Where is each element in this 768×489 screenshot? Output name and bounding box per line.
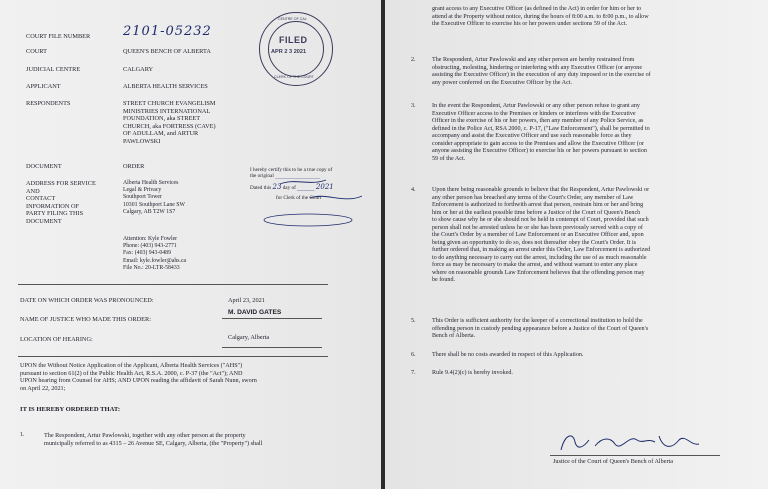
address-label-line: INFORMATION OF bbox=[26, 202, 80, 210]
contact-line: File No.: 20-LTR-58433 bbox=[123, 264, 180, 271]
respondents-line: CHURCH, aka FORTRESS (CAVE) bbox=[123, 122, 216, 130]
order-line: assisting the Executive Officer) in the execution of any duty imposed or in the exercise of bbox=[432, 72, 651, 78]
divider bbox=[18, 356, 328, 357]
order-line: Executive Officer access to the Premises or hinders or interferes with the Executive bbox=[432, 110, 636, 117]
item-number: 6. bbox=[411, 352, 416, 358]
respondents-label: RESPONDENTS bbox=[26, 100, 71, 107]
address-value bbox=[123, 180, 185, 216]
left-document-page bbox=[0, 0, 383, 489]
order-line: There shall be no costs awarded in respect of this Application. bbox=[432, 352, 584, 358]
order-line: Upon there being reasonable grounds to believe that the Respondent, Artur Pawlowski or bbox=[432, 187, 650, 193]
certify-scribble-icon bbox=[250, 170, 380, 240]
order-line: obstructing, molesting, hindering or interfering with any Executive Officer (or anyone bbox=[432, 64, 643, 71]
stamp-filed-text: FILED bbox=[279, 35, 308, 45]
preamble-line: on April 22, 2021; bbox=[20, 384, 66, 392]
continuation-paragraph bbox=[432, 6, 742, 29]
address-line: Calgary, AB T2W 1S7 bbox=[123, 208, 176, 215]
order-line: accompany and assist the Executive Officer and use such reasonable force as they bbox=[432, 133, 632, 139]
respondents-line: MINISTRIES INTERNATIONAL bbox=[123, 107, 211, 115]
signature-line bbox=[222, 318, 322, 319]
address-line: Alberta Health Services bbox=[123, 180, 179, 186]
contact-line: Phone: (403) 943-2771 bbox=[123, 243, 177, 250]
document-label: DOCUMENT bbox=[26, 163, 62, 170]
order-line: grant access to any Executive Officer (as defined in the Act) in order for him or her to bbox=[432, 6, 642, 12]
judicial-centre-label: JUDICIAL CENTRE bbox=[26, 66, 81, 73]
applicant-value: ALBERTA HEALTH SERVICES bbox=[123, 83, 208, 90]
order-line: Rule 9.4(2)(c) is hereby invoked. bbox=[432, 370, 513, 376]
court-label: COURT bbox=[26, 48, 47, 55]
certify-line: Dated this 23 day of _____ 2021 bbox=[250, 182, 334, 191]
address-label-line: ADDRESS FOR SERVICE bbox=[26, 180, 96, 187]
order-line: the Executive Officer to exercise his or her powers under sections 59 of the Act. bbox=[432, 21, 627, 27]
signature-line bbox=[222, 347, 322, 348]
address-label-line: DOCUMENT bbox=[26, 217, 62, 225]
address-label-line: CONTACT bbox=[26, 195, 56, 202]
order-item-5 bbox=[432, 318, 742, 341]
order-item-4 bbox=[432, 187, 742, 285]
order-item-1 bbox=[44, 432, 344, 447]
date-pronounced-value: April 23, 2021 bbox=[228, 297, 265, 304]
address-line: 10301 Southport Lane SW bbox=[123, 201, 185, 208]
contact-line: Email: kyle.fowler@ahs.ca bbox=[123, 257, 187, 264]
respondents-line: OF ADULLAM, and ARTUR bbox=[123, 130, 199, 137]
document-value: ORDER bbox=[123, 163, 145, 170]
filed-stamp bbox=[259, 12, 333, 86]
preamble-line: pursuant to section 61(2) of the Public Health Act, R.S.A. 2000, c. P-37 (the "Act"); AND bbox=[20, 369, 243, 377]
order-line: consider appropriate to gain access to the Premises and allow the Executive Officer (or bbox=[432, 140, 644, 147]
order-line: The Respondent, Artur Pawlowski and any other person are hereby restrained from bbox=[432, 57, 635, 63]
order-line: to show cause why he or she should not be held in contempt of Court, provided that such bbox=[432, 217, 649, 223]
order-item-2 bbox=[432, 57, 742, 87]
order-line: offending person in custody pending appearance before a Justice of the Court of Queen's bbox=[432, 325, 649, 332]
stamp-date: APR 2 3 2021 bbox=[271, 49, 307, 55]
location-value: Calgary, Alberta bbox=[228, 334, 270, 341]
applicant-label: APPLICANT bbox=[26, 83, 61, 90]
address-label-line: AND bbox=[26, 187, 40, 195]
order-line: any power conferred on the Executive Officer by the Act. bbox=[432, 79, 572, 86]
order-line: him or her at the earliest possible time before a Justice of the Court of Queen's Bench bbox=[432, 209, 641, 216]
order-line: the Court's Order by a member of Law Enforcement or an Executive Officer and, upon bbox=[432, 232, 644, 238]
preamble-line: UPON the Without Notice Application of the Applicant, Alberta Health Services ("AHS") bbox=[20, 362, 243, 369]
item-number: 3. bbox=[411, 103, 416, 109]
order-line: In the event the Respondent, Artur Pawlowski or any other person refuse to grant any bbox=[432, 103, 640, 109]
signature-line bbox=[550, 455, 720, 456]
contact-block bbox=[123, 236, 186, 272]
signature-caption: Justice of the Court of Queen's Bench of Alberta bbox=[553, 458, 674, 465]
order-line: being given an opportunity to do so, does not thereafter obey the Court's Order. It is bbox=[432, 239, 637, 246]
address-label-line: PARTY FILING THIS bbox=[26, 210, 84, 217]
order-line: This Order is sufficient authority for the keeper of a correctional institution to hold the bbox=[432, 318, 643, 324]
date-pronounced-label: DATE ON WHICH ORDER WAS PRONOUNCED: bbox=[20, 297, 154, 304]
item-number: 5. bbox=[411, 318, 416, 324]
stamp-ring-top: CENTRE OF CAL bbox=[278, 17, 307, 21]
divider bbox=[18, 284, 328, 285]
order-line: defined in the Police Act, RSA 2000, c. P-17, ("Law Enforcement"), shall be permitted to bbox=[432, 125, 650, 132]
order-line: attend at the Property without notice, during the hours of 8:00 a.m. to 8:00 p.m., to allow bbox=[432, 13, 649, 20]
item-number: 2. bbox=[411, 57, 416, 63]
order-line: Enforcement is authorized to forthwith arrest that person, restrain him or her and bring bbox=[432, 202, 644, 208]
address-label bbox=[26, 180, 96, 225]
order-line: 59 of the Act. bbox=[432, 155, 466, 162]
justice-label: NAME OF JUSTICE WHO MADE THIS ORDER: bbox=[20, 316, 151, 323]
item-number: 7. bbox=[411, 370, 416, 376]
order-line: any other person has breached any terms of the Court's Order, any member of Law bbox=[432, 194, 634, 201]
order-item-6 bbox=[432, 352, 742, 360]
justice-value: M. DAVID GATES bbox=[228, 309, 282, 316]
order-line: municipally referred to as 4315 – 26 Avenue SE, Calgary, Alberta, (the "Property") shall bbox=[44, 439, 263, 447]
location-label: LOCATION OF HEARING: bbox=[20, 336, 93, 343]
certify-line: I hereby certify this to be a true copy of bbox=[250, 167, 333, 173]
contact-line: Attention: Kyle Fowler bbox=[123, 236, 178, 242]
order-line: to do anything necessary to carry out the arrest, including the use of as much reasonable bbox=[432, 254, 647, 261]
respondents-value bbox=[123, 100, 216, 145]
address-line: Legal & Privacy bbox=[123, 187, 162, 194]
respondents-line: PAWLOWSKI bbox=[123, 137, 161, 145]
respondents-line: FOUNDATION, aka STREET bbox=[123, 115, 201, 122]
item-number: 1. bbox=[20, 432, 25, 438]
order-line: person shall not be arrested unless he or she has been previously served with a copy of bbox=[432, 224, 643, 231]
ordered-heading: IT IS HEREBY ORDERED THAT: bbox=[20, 406, 121, 413]
preamble-line: UPON hearing from Counsel for AHS; AND UPON reading the affidavit of Sarah Nunn, sworn bbox=[20, 377, 257, 385]
order-item-3 bbox=[432, 103, 742, 163]
court-value: QUEEN'S BENCH OF ALBERTA bbox=[123, 48, 211, 55]
order-line: be found. bbox=[432, 277, 456, 283]
stamp-ring-bottom: CLERK OF THE COURT bbox=[274, 75, 314, 79]
order-line: where on reasonable grounds Law Enforcement believes that the offending person may bbox=[432, 269, 645, 276]
certify-line: for Clerk of the Court bbox=[276, 195, 322, 202]
respondents-line: STREET CHURCH EVANGELISM bbox=[123, 100, 216, 107]
order-line: further ordered that, in making an arrest under this Order, Law Enforcement is authorized bbox=[432, 247, 651, 253]
order-line: Officer in the exercise of his or her powers, then any member of any Police Service, as bbox=[432, 118, 644, 124]
court-file-number-label: COURT FILE NUMBER bbox=[26, 33, 91, 40]
item-number: 4. bbox=[411, 187, 416, 193]
right-document-page bbox=[385, 0, 768, 489]
order-line: Bench of Alberta. bbox=[432, 333, 476, 339]
judicial-centre-value: CALGARY bbox=[123, 66, 154, 73]
order-item-7 bbox=[432, 370, 742, 378]
court-file-number: 2101-05232 bbox=[123, 24, 212, 39]
certify-line: the original _______________ bbox=[250, 172, 321, 180]
order-line: force as may be necessary to make the arrest, and without warrant to enter any place bbox=[432, 262, 638, 268]
justice-signature-icon bbox=[555, 428, 725, 458]
preamble bbox=[20, 362, 340, 392]
order-line: anyone assisting the Executive Officer) to exercise his or her powers pursuant to section bbox=[432, 148, 647, 154]
address-line: Southport Tower bbox=[123, 194, 162, 201]
contact-line: Fax: (403) 943-0489 bbox=[123, 250, 171, 257]
order-line: The Respondent, Artur Pawlowski, together with any other person at the property bbox=[44, 432, 246, 439]
